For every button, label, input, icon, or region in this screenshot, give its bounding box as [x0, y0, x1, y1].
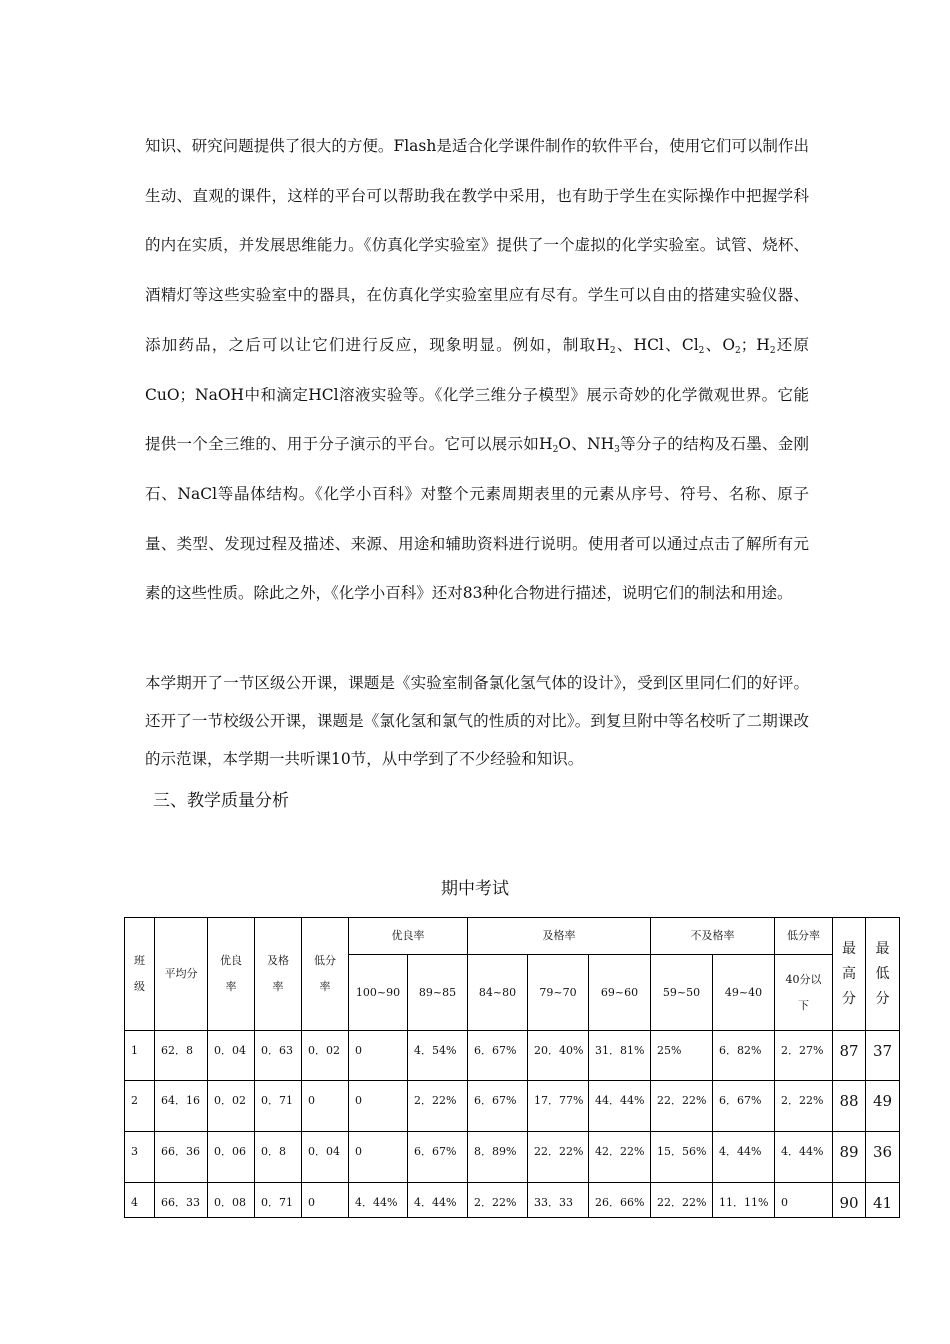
subscript: 2: [609, 345, 616, 356]
cell-range-49-40: 6．67%: [713, 1081, 775, 1132]
cell-low-rate: 0: [302, 1183, 349, 1218]
cell-range-100-90: 4．44%: [349, 1183, 408, 1218]
header-range-89-85: 89~85: [408, 955, 468, 1031]
cell-range-49-40: 4．44%: [713, 1132, 775, 1183]
cell-average: 66．36: [155, 1132, 208, 1183]
cell-range-84-80: 2．22%: [468, 1183, 528, 1218]
header-average: 平均分: [155, 918, 208, 1031]
cell-range-84-80: 6．67%: [468, 1031, 528, 1081]
paragraph-open-class: [145, 664, 809, 778]
text-run: 本学期开了一节区级公开课，课题是《实验室制备氯化氢气体的设计》，受到区里同仁们的好评。还开了一节校级公开课，课题是《氯化氢和氯气的性质的对比》。到复旦附中等名校听了二期课改的示范课，本学期一共听课10节，从中学到了不少经验和知识。: [145, 674, 809, 768]
table-row: [125, 1031, 900, 1081]
cell-range-59-50: 22．22%: [651, 1081, 713, 1132]
cell-range-79-70: 22．22%: [528, 1132, 589, 1183]
cell-range-below-40: 2．22%: [775, 1081, 833, 1132]
header-range-84-80: 84~80: [468, 955, 528, 1031]
cell-range-89-85: 4．54%: [408, 1031, 468, 1081]
subscript: 3: [614, 445, 620, 456]
cell-range-84-80: 8．89%: [468, 1132, 528, 1183]
cell-range-79-70: 20．40%: [528, 1031, 589, 1081]
cell-min-score: 36: [866, 1132, 900, 1183]
cell-max-score: 88: [833, 1081, 866, 1132]
cell-max-score: 89: [833, 1132, 866, 1183]
cell-min-score: 49: [866, 1081, 900, 1132]
cell-min-score: 41: [866, 1183, 900, 1218]
header-range-69-60: 69~60: [589, 955, 651, 1031]
cell-pass-rate: 0．8: [255, 1132, 302, 1183]
header-low-rate: 低分率: [302, 918, 349, 1031]
cell-class: 2: [125, 1081, 155, 1132]
table-row: [125, 1183, 900, 1218]
cell-pass-rate: 0．71: [255, 1081, 302, 1132]
cell-range-84-80: 6．67%: [468, 1081, 528, 1132]
cell-range-69-60: 42．22%: [589, 1132, 651, 1183]
header-range-79-70: 79~70: [528, 955, 589, 1031]
text-run: O、NH: [558, 435, 615, 454]
cell-range-100-90: 0: [349, 1081, 408, 1132]
cell-average: 64．16: [155, 1081, 208, 1132]
header-excellent-rate: 优良率: [208, 918, 255, 1031]
header-pass-rate: 及格率: [255, 918, 302, 1031]
header-group-fail: 不及格率: [651, 918, 775, 955]
cell-range-79-70: 33．33: [528, 1183, 589, 1218]
cell-range-49-40: 11．11%: [713, 1183, 775, 1218]
cell-pass-rate: 0．63: [255, 1031, 302, 1081]
cell-low-rate: 0: [302, 1081, 349, 1132]
cell-max-score: 87: [833, 1031, 866, 1081]
header-range-100-90: 100~90: [349, 955, 408, 1031]
cell-range-100-90: 0: [349, 1132, 408, 1183]
table-row: [125, 1081, 900, 1132]
cell-range-69-60: 31．81%: [589, 1031, 651, 1081]
header-range-below-40: 40分以下: [775, 955, 833, 1031]
cell-class: 3: [125, 1132, 155, 1183]
cell-min-score: 37: [866, 1031, 900, 1081]
header-group-low: 低分率: [775, 918, 833, 955]
exam-results-table: [124, 917, 900, 1218]
table-row: [125, 1132, 900, 1183]
cell-range-below-40: 0: [775, 1183, 833, 1218]
header-min-score: 最低分: [866, 918, 900, 1031]
cell-max-score: 90: [833, 1183, 866, 1218]
cell-average: 66．33: [155, 1183, 208, 1218]
cell-range-69-60: 26．66%: [589, 1183, 651, 1218]
cell-class: 1: [125, 1031, 155, 1081]
cell-range-59-50: 25%: [651, 1031, 713, 1081]
paragraph-software-tools: [145, 122, 809, 619]
cell-range-59-50: 22．22%: [651, 1183, 713, 1218]
cell-low-rate: 0．02: [302, 1031, 349, 1081]
cell-excellent-rate: 0．06: [208, 1132, 255, 1183]
subscript: 2: [698, 345, 705, 356]
text-run: 知识、研究问题提供了很大的方便。Flash是适合化学课件制作的软件平台，使用它们可以制作出生动、直观的课件，这样的平台可以帮助我在教学中采用，也有助于学生在实际操作中把握学科的内在实质，并发展思维能力。《仿真化学实验室》提供了一个虚拟的化学实验室。试管、烧杯、酒精灯等这些实验室中的器具，在仿真化学实验室里应有尽有。学生可以自由的搭建实验仪器、添加药品，之后可以让它们进行反应，现象明显。例如，制取H: [145, 137, 809, 354]
header-range-49-40: 49~40: [713, 955, 775, 1031]
cell-range-below-40: 4．44%: [775, 1132, 833, 1183]
cell-range-89-85: 4．44%: [408, 1183, 468, 1218]
cell-range-100-90: 0: [349, 1031, 408, 1081]
text-run: 、O: [704, 335, 736, 354]
cell-excellent-rate: 0．02: [208, 1081, 255, 1132]
subscript: 2: [735, 345, 741, 356]
table-title: 期中考试: [441, 879, 509, 899]
text-run: 、HCl、Cl: [615, 335, 699, 354]
cell-low-rate: 0．04: [302, 1132, 349, 1183]
text-run: 等分子的结构及石墨、金刚石、NaCl等晶体结构。《化学小百科》对整个元素周期表里的元素从序号、符号、名称、原子量、类型、发现过程及描述、来源、用途和辅助资料进行说明。使用者可以通过点击了解所有元素的这些性质。除此之外，《化学小百科》还对83种化合物进行描述，说明它们的制法和用途。: [145, 435, 809, 603]
cell-range-79-70: 17．77%: [528, 1081, 589, 1132]
header-max-score: 最高分: [833, 918, 866, 1031]
cell-excellent-rate: 0．08: [208, 1183, 255, 1218]
cell-excellent-rate: 0．04: [208, 1031, 255, 1081]
text-run: ；H: [740, 335, 770, 354]
cell-class: 4: [125, 1183, 155, 1218]
header-group-pass: 及格率: [468, 918, 651, 955]
cell-range-69-60: 44．44%: [589, 1081, 651, 1132]
cell-average: 62．8: [155, 1031, 208, 1081]
cell-range-89-85: 6．67%: [408, 1132, 468, 1183]
text-run: 还原CuO；NaOH中和滴定HCl溶液实验等。《化学三维分子模型》展示奇妙的化学微观世界。它能提供一个全三维的、用于分子演示的平台。它可以展示如H: [145, 335, 809, 454]
section-heading: 三、教学质量分析: [153, 791, 289, 811]
header-group-excellent: 优良率: [349, 918, 468, 955]
cell-range-89-85: 2．22%: [408, 1081, 468, 1132]
subscript: 2: [552, 445, 559, 456]
cell-range-59-50: 15．56%: [651, 1132, 713, 1183]
subscript: 2: [769, 345, 776, 356]
cell-range-below-40: 2．27%: [775, 1031, 833, 1081]
header-range-59-50: 59~50: [651, 955, 713, 1031]
cell-range-49-40: 6．82%: [713, 1031, 775, 1081]
header-class: 班级: [125, 918, 155, 1031]
cell-pass-rate: 0．71: [255, 1183, 302, 1218]
